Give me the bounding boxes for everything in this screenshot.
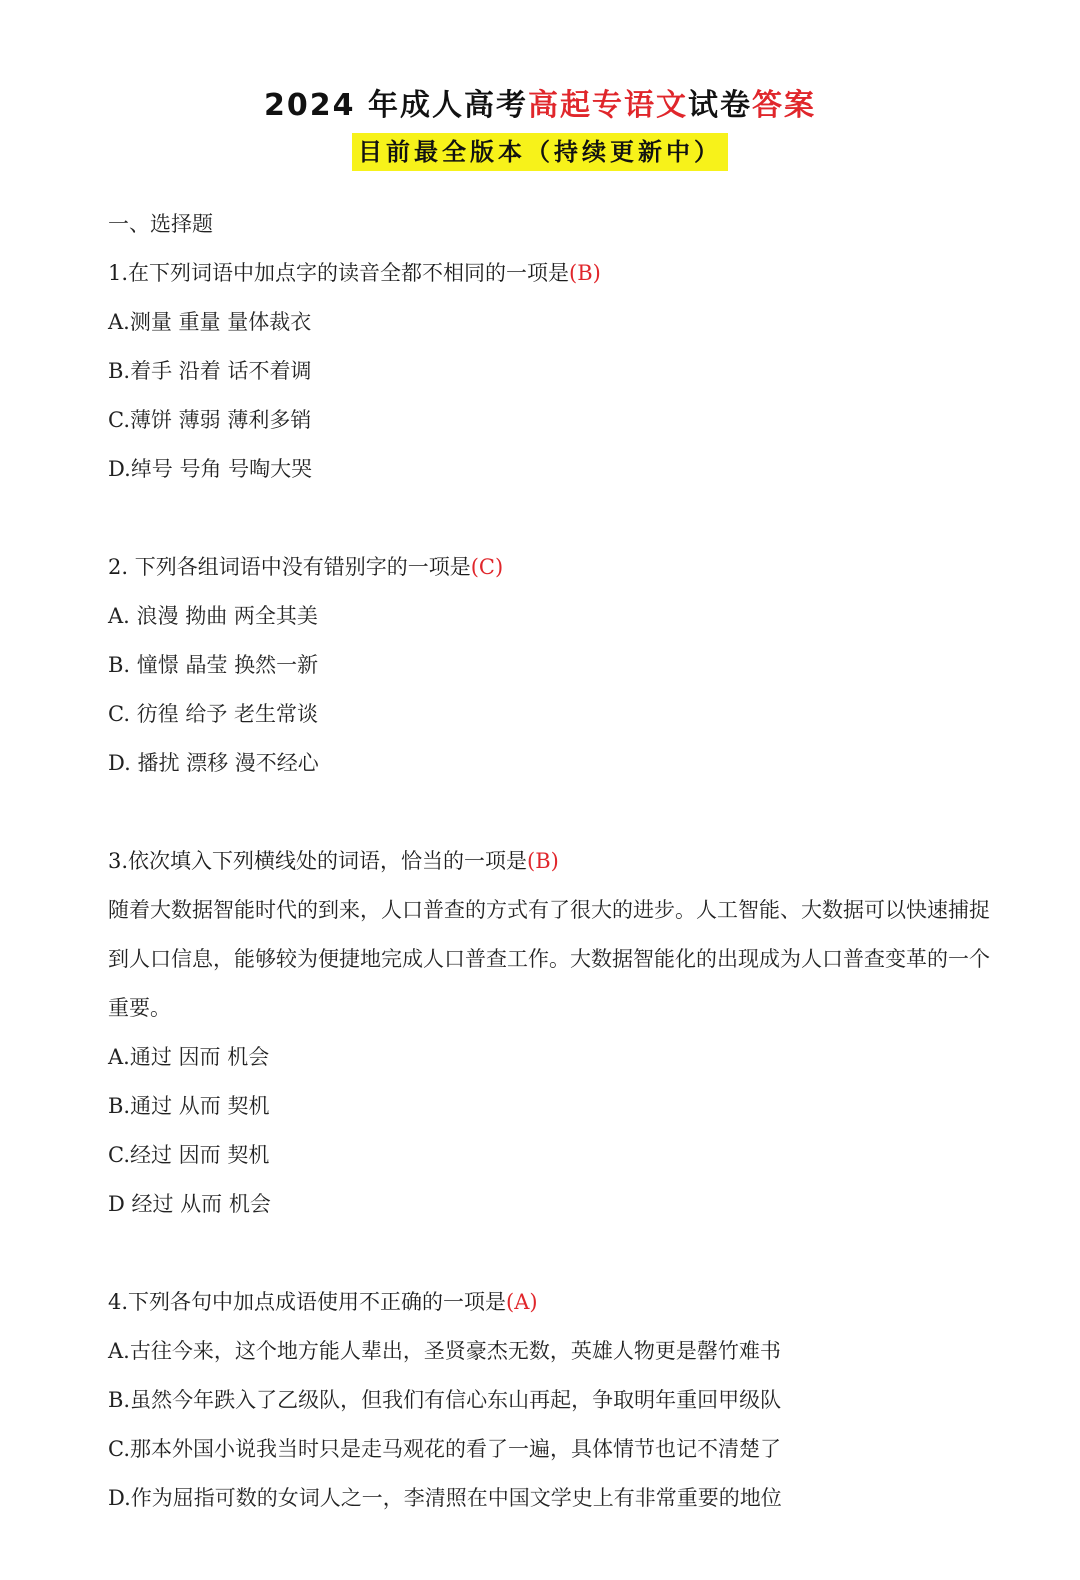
question-stem [108,543,998,592]
option-item: D.作为屈指可数的女词人之一，李清照在中国文学史上有非常重要的地位 [108,1486,782,1510]
answer-label: (B) [569,261,601,285]
option-item: A.古往今来，这个地方能人辈出，圣贤豪杰无数，英雄人物更是罄竹难书 [108,1339,781,1363]
question-stem [108,249,998,298]
option-item: C.那本外国小说我当时只是走马观花的看了一遍，具体情节也记不清楚了 [108,1437,781,1461]
spacer [108,788,998,837]
question-passage: 随着大数据智能时代的到来，人口普查的方式有了很大的进步。人工智能、大数据可以快速捕捉到人口信息，能够较为便捷地完成人口普查工作。大数据智能化的出现成为人口普查变革的一个重要。 [108,898,990,1020]
option-item: A.测量 重量 量体裁衣 [108,310,312,334]
question-text: 4.下列各句中加点成语使用不正确的一项是 [108,1290,507,1314]
option-item: A. 浪漫 拗曲 两全其美 [108,604,318,628]
question-text: 1.在下列词语中加点字的读音全都不相同的一项是 [108,261,570,285]
section-heading: 一、选择题 [108,212,213,236]
page-title [0,80,1080,124]
option-item: B. 憧憬 晶莹 换然一新 [108,653,319,677]
answer-label: (A) [506,1290,538,1314]
title-part-answer: 答案 [751,88,816,123]
subtitle-container [0,133,1080,171]
spacer [108,1229,998,1278]
option-item: D 经过 从而 机会 [108,1192,271,1216]
question-text: 2. 下列各组词语中没有错别字的一项是 [108,555,471,579]
option-item: B.着手 沿着 话不着调 [108,359,312,383]
title-part-paper: 试卷 [687,88,752,123]
question-stem [108,1278,998,1327]
spacer [108,494,998,543]
answer-label: (C) [470,555,504,579]
option-item: D.绰号 号角 号啕大哭 [108,457,313,481]
option-item: B.虽然今年跌入了乙级队，但我们有信心东山再起，争取明年重回甲级队 [108,1388,782,1412]
option-item: A.通过 因而 机会 [108,1045,270,1069]
option-item: B.通过 从而 契机 [108,1094,270,1118]
exam-content [108,200,998,1523]
title-part-subject: 高起专语文 [527,88,688,123]
subtitle-highlight: 目前最全版本（持续更新中） [352,133,728,171]
title-part-year: 2024 年成人高考 [264,88,528,123]
option-item: C.经过 因而 契机 [108,1143,270,1167]
answer-label: (B) [527,849,559,873]
option-item: C.薄饼 薄弱 薄利多销 [108,408,312,432]
question-stem [108,837,998,886]
question-text: 3.依次填入下列横线处的词语，恰当的一项是 [108,849,528,873]
option-item: D. 播扰 漂移 漫不经心 [108,751,319,775]
option-item: C. 彷徨 给予 老生常谈 [108,702,319,726]
